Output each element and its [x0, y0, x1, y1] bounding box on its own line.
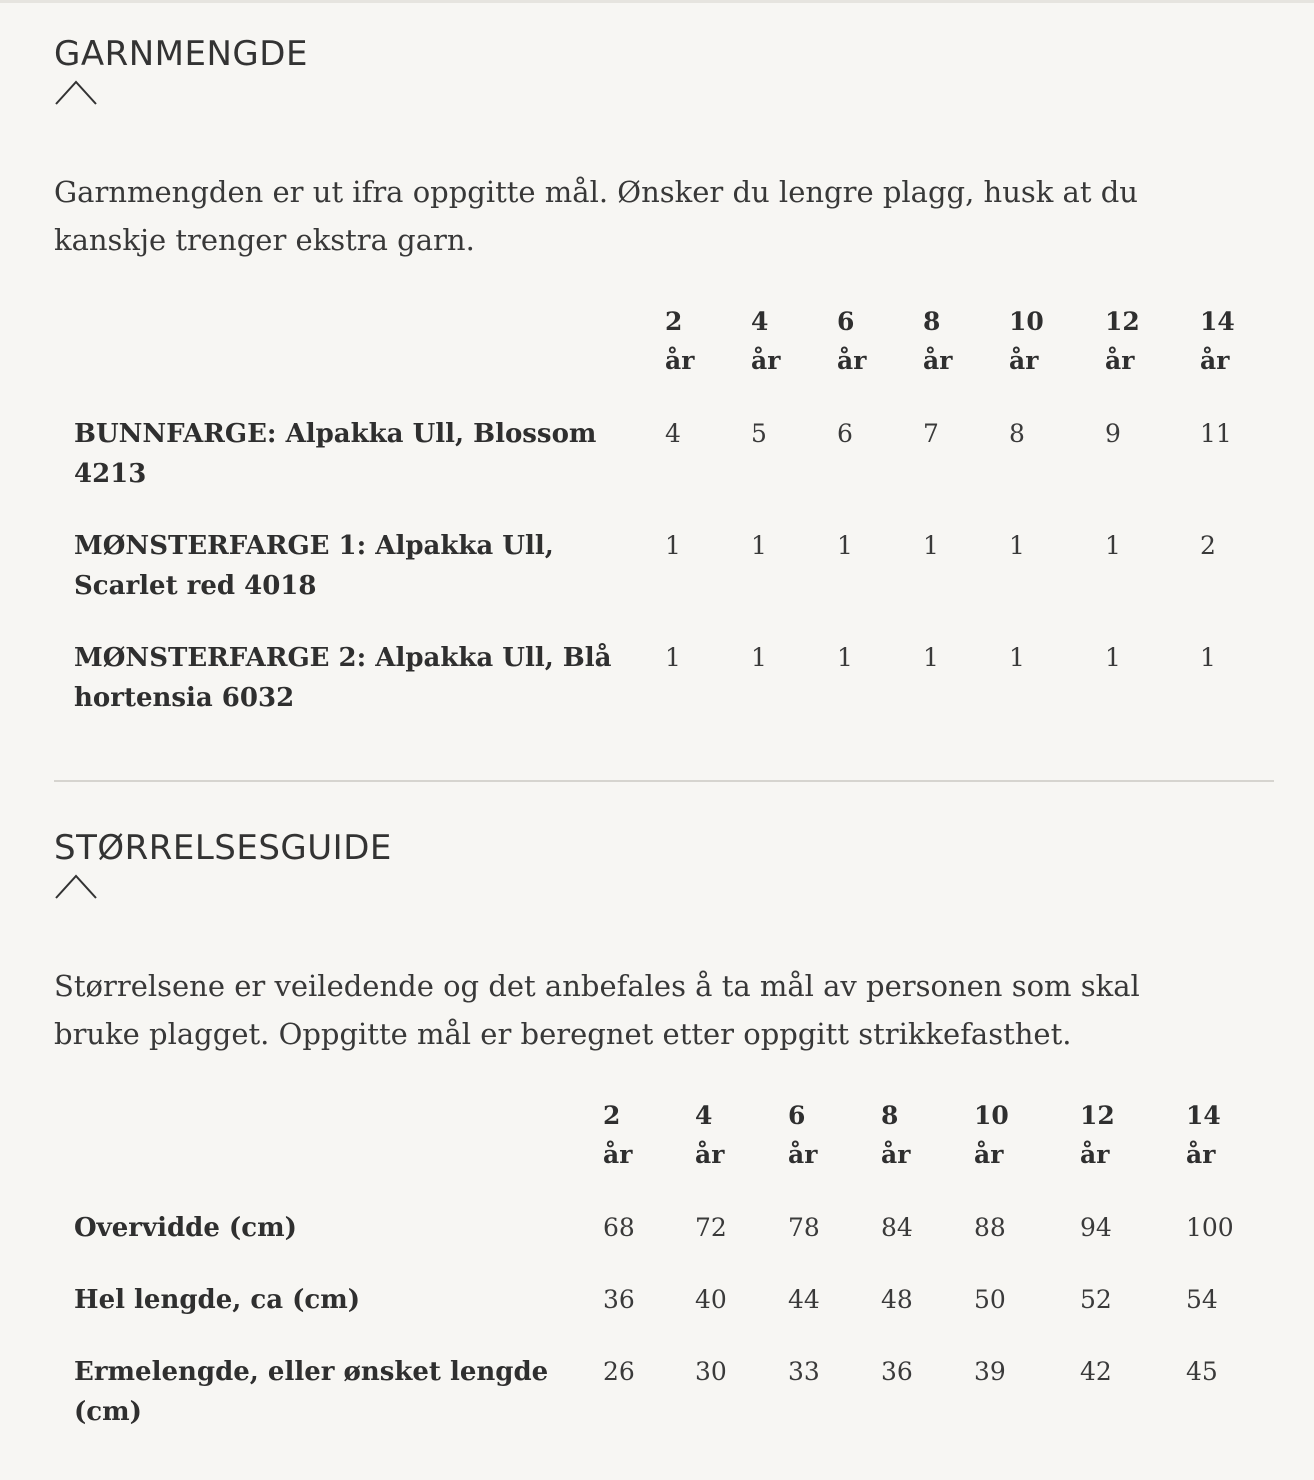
size-col-header: 14 år	[1186, 1101, 1221, 1169]
yarn-col-header: 12 år	[1105, 307, 1140, 375]
cell-value: 36	[881, 1357, 913, 1386]
cell-value: 52	[1080, 1285, 1112, 1314]
size-section-title[interactable]: STØRRELSESGUIDE	[54, 828, 392, 868]
cell-value: 84	[881, 1213, 913, 1242]
yarn-col-header: 14 år	[1200, 307, 1235, 375]
cell-value: 39	[974, 1357, 1006, 1386]
cell-value: 1	[751, 531, 767, 560]
yarn-col-header: 8 år	[923, 307, 953, 375]
size-col-header: 2 år	[603, 1101, 633, 1169]
chevron-up-icon[interactable]	[54, 78, 98, 106]
cell-value: 68	[603, 1213, 635, 1242]
cell-value: 33	[788, 1357, 820, 1386]
cell-value: 11	[1200, 419, 1232, 448]
cell-value: 9	[1105, 419, 1121, 448]
size-col-header: 8 år	[881, 1101, 911, 1169]
yarn-col-header: 6 år	[837, 307, 867, 375]
cell-value: 1	[837, 643, 853, 672]
yarn-col-header: 4 år	[751, 307, 781, 375]
yarn-section-title[interactable]: GARNMENGDE	[54, 34, 308, 74]
cell-value: 88	[974, 1213, 1006, 1242]
cell-value: 8	[1009, 419, 1025, 448]
cell-value: 1	[665, 643, 681, 672]
section-divider	[54, 780, 1274, 782]
table-row	[54, 638, 1254, 718]
cell-value: 40	[695, 1285, 727, 1314]
table-row	[54, 414, 1254, 494]
row-label: BUNNFARGE: Alpakka Ull, Blossom 4213	[74, 419, 597, 489]
cell-value: 44	[788, 1285, 820, 1314]
cell-value: 1	[1105, 643, 1121, 672]
chevron-up-icon[interactable]	[54, 872, 98, 900]
yarn-col-header: 10 år	[1009, 307, 1044, 375]
cell-value: 1	[665, 531, 681, 560]
yarn-section	[54, 34, 1274, 106]
cell-value: 48	[881, 1285, 913, 1314]
size-intro-text: Størrelsene er veiledende og det anbefales å ta mål av personen som skal bruke plagget. Oppgitte mål er beregnet etter oppgitt strikkefasthet.	[54, 969, 1140, 1051]
cell-value: 1	[923, 531, 939, 560]
cell-value: 94	[1080, 1213, 1112, 1242]
cell-value: 2	[1200, 531, 1216, 560]
top-border	[0, 0, 1314, 3]
cell-value: 4	[665, 419, 681, 448]
table-row	[54, 1352, 1264, 1432]
yarn-header-row	[54, 302, 1254, 380]
cell-value: 36	[603, 1285, 635, 1314]
yarn-col-header: 2 år	[665, 307, 695, 375]
cell-value: 7	[923, 419, 939, 448]
table-row	[54, 526, 1254, 606]
row-label: MØNSTERFARGE 2: Alpakka Ull, Blå hortensia 6032	[74, 643, 612, 713]
table-row	[54, 1280, 1264, 1320]
cell-value: 6	[837, 419, 853, 448]
row-label: Overvidde (cm)	[74, 1213, 297, 1243]
cell-value: 100	[1186, 1213, 1234, 1242]
cell-value: 1	[837, 531, 853, 560]
yarn-intro-text: Garnmengden er ut ifra oppgitte mål. Ønsker du lengre plagg, husk at du kanskje trenger ekstra garn.	[54, 175, 1138, 257]
cell-value: 1	[751, 643, 767, 672]
yarn-header-label	[54, 302, 665, 380]
cell-value: 45	[1186, 1357, 1218, 1386]
cell-value: 5	[751, 419, 767, 448]
size-header-row	[54, 1096, 1264, 1174]
cell-value: 30	[695, 1357, 727, 1386]
cell-value: 1	[1105, 531, 1121, 560]
row-label: MØNSTERFARGE 1: Alpakka Ull, Scarlet red 4018	[74, 531, 554, 601]
size-col-header: 4 år	[695, 1101, 725, 1169]
size-section	[54, 828, 1274, 900]
size-col-header: 12 år	[1080, 1101, 1115, 1169]
cell-value: 78	[788, 1213, 820, 1242]
cell-value: 1	[923, 643, 939, 672]
size-col-header: 6 år	[788, 1101, 818, 1169]
table-row	[54, 1208, 1264, 1248]
cell-value: 54	[1186, 1285, 1218, 1314]
cell-value: 26	[603, 1357, 635, 1386]
cell-value: 72	[695, 1213, 727, 1242]
cell-value: 1	[1200, 643, 1216, 672]
row-label: Hel lengde, ca (cm)	[74, 1285, 361, 1315]
size-header-label	[54, 1096, 603, 1174]
cell-value: 1	[1009, 531, 1025, 560]
cell-value: 42	[1080, 1357, 1112, 1386]
yarn-table	[54, 302, 1254, 718]
row-label: Ermelengde, eller ønsket lengde (cm)	[74, 1357, 549, 1427]
size-table	[54, 1096, 1264, 1432]
size-col-header: 10 år	[974, 1101, 1009, 1169]
cell-value: 50	[974, 1285, 1006, 1314]
cell-value: 1	[1009, 643, 1025, 672]
